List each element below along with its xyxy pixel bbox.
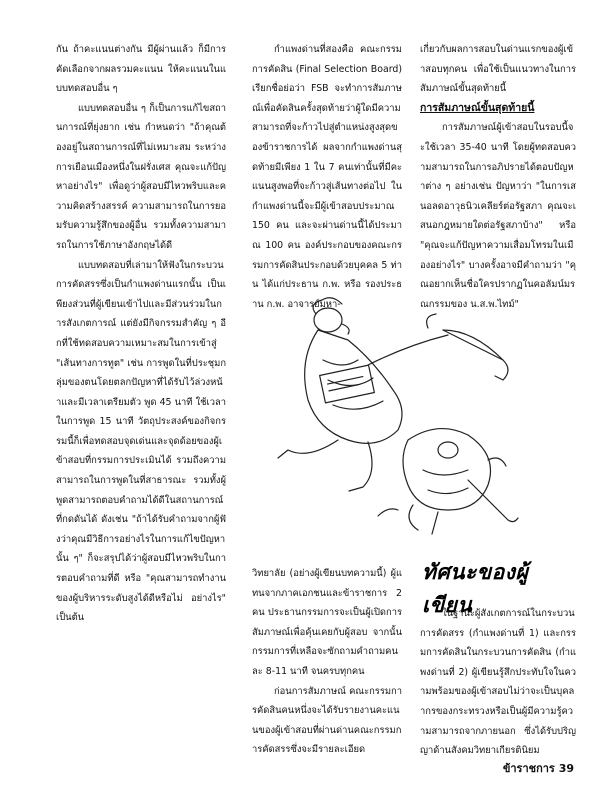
subheading: การสัมภาษณ์ขั้นสุดท้ายนี้ [420, 101, 535, 114]
column-middle-bottom [252, 564, 402, 760]
column-middle-top [252, 40, 402, 314]
column-right-top [420, 40, 576, 314]
column-left [56, 40, 226, 628]
paragraph: แบบทดสอบอื่น ๆ ก็เป็นการแก้ไขสถานการณ์ที่ยุ่งยาก เช่น กำหนดว่า "ถ้าคุณต้องอยู่ในสถานการณ์ที่ไม่เหมาะสม ระหว่างการเยือนเมืองหนึ่งในฝรั่งเศส คุณจะแก้ปัญหาอย่างไร" เพื่อดูว่าผู้สอบมีไหวพริบและความคิดสร้างสรรค์ ความสามารถในการยอมรับความรู้สึกของผู้อื่น รวมทั้งความสามารถในการใช้ภาษาอังกฤษได้ดี [56, 102, 226, 251]
paragraph: เกี่ยวกับผลการสอบในด่านแรกของผู้เข้าสอบทุกคน เพื่อใช้เป็นแนวทางในการสัมภาษณ์ขั้นสุดท้ายนี้ [420, 44, 576, 95]
magazine-name: ข้าราชการ [502, 762, 555, 775]
paragraph: แบบทดสอบที่เล่ามาให้ฟังในกระบวนการคัดสรรซึ่งเป็นกำแพงด่านแรกนั้น เป็นเพียงส่วนที่ผู้เขียนเข้าไปและมีส่วนร่วมในการสังเกตการณ์ แต่ยังมีกิจกรรมสำคัญ ๆ อีกที่ใช้ทดสอบความเหมาะสมในการเข้าสู่ "เส้นทางการทูต" เช่น การพูดในที่ประชุมกลุ่มของตนโดยตลกปัญหาที่ได้รับไว้ล่วงหน้าและมีเวลาเตรียมตัว พูด 45 นาที ใช้เวลาในการพูด 15 นาที วัตถุประสงค์ของกิจกรรมนี้ก็เพื่อทดสอบจุดเด่นและจุดด้อยของผู้เข้าสอบที่กรรมการประเมินได้ รวมถึงความสามารถในการพูดในที่สาธารณะ รวมทั้งผู้พูดสามารถตอบคำถามได้ดีในสถานการณ์ที่กดดันได้ ดังเช่น "ถ้าได้รับคำถามจากผู้ฟังว่าคุณมีวิธีการอย่างไรในการแก้ไขปัญหานั้น ๆ" ก็จะสรุปได้ว่าผู้สอบมีไหวพริบในการตอบคำถามที่ดี หรือ "คุณสามารถทำงานของผู้บริหารระดับสูงได้ดีหรือไม่ อย่างไร" เป็นต้น [56, 259, 226, 624]
paragraph: การสัมภาษณ์ผู้เข้าสอบในรอบนี้จะใช้เวลา 35-40 นาที โดยผู้ทดสอบความสามารถในการอภิปรายได้ตอบปัญหาต่าง ๆ อย่างเช่น ปัญหาว่า "ในการเสนอลดอาวุธนิวเคลียร์ต่อรัฐสภา คุณจะเสนอกฎหมายใดต่อรัฐสภาบ้าง" หรือ "คุณจะแก้ปัญหาความเสื่อมโทรมในเมืองอย่างไร" บางครั้งอาจมีคำถามว่า "คุณอยากเห็นชื่อใครปรากฏในคอลัมน์มรณกรรมของ น.ส.พ.ไทม์" [420, 122, 576, 310]
running-man-illustration [258, 280, 558, 550]
page-number: 39 [558, 762, 574, 775]
paragraph: วิทยาลัย (อย่างผู้เขียนบทความนี้) ผู้แทนจากภาคเอกชนและข้าราชการ 2 คน ประธานกรรมการจะเป็นผู้เปิดการสัมภาษณ์เพื่อคุ้นเคยกับผู้สอบ จากนั้นกรรมการที่เหลือจะซักถามคำถามคนละ 8-11 นาที จนครบทุกคน [252, 568, 402, 677]
page-footer [503, 759, 574, 777]
paragraph: กำแพงด่านที่สองคือ คณะกรรมการคัดสิน (Final Selection Board) เรียกชื่อย่อว่า FSB จะทำการสัมภาษณ์เพื่อคัดสินครั้งสุดท้ายว่าผู้ใดมีความสามารถที่จะก้าวไปสู่ตำแหน่งสูงสุดของข้าราชการได้ ผลจากกำแพงด่านสุดท้ายมีเพียง 1 ใน 7 คนเท่านั้นที่มีคะแนนสูงพอที่จะก้าวสู่เส้นทางต่อไป ในกำแพงด่านนี้จะมีผู้เข้าสอบประมาณ 150 คน และจะผ่านด่านนี้ได้ประมาณ 100 คน องค์ประกอบของคณะกรรมการคัดสินประกอบด้วยบุคคล 5 ท่าน ได้แก่ประธาน ก.พ. หรือ รองประธาน ก.พ. อาจารย์มหา- [252, 44, 402, 310]
column-right-bottom [420, 604, 576, 761]
paragraph: กัน ถ้าคะแนนต่างกัน มีผู้ผ่านแล้ว ก็มีการคัดเลือกจากผลรวมคะแนน ให้คะแนนในแบบทดสอบอื่น ๆ [56, 44, 226, 95]
section-title: ทัศนะของผู้เขียน [422, 560, 529, 617]
paragraph: ในฐานะผู้สังเกตการณ์ในกระบวนการคัดสรร (กำแพงด่านที่ 1) และกรรมการคัดสินในกระบวนการคัดสิน (กำแพงด่านที่ 2) ผู้เขียนรู้สึกประทับใจในความพร้อมของผู้เข้าสอบไม่ว่าจะเป็นบุคลากรของกระทรวงหรือเป็นผู้มีความรู้ความสามารถจากภายนอก ซึ่งได้รับปริญญาด้านสังคมวิทยาเกียรตินิยม [420, 608, 576, 757]
paragraph: ก่อนการสัมภาษณ์ คณะกรรมการคัดสินคนหนึ่งจะได้รับรายงานคะแนนของผู้เข้าสอบที่ผ่านด่านคณะกรรมการคัดสรรซึ่งจะมีรายละเอียด [252, 685, 402, 756]
